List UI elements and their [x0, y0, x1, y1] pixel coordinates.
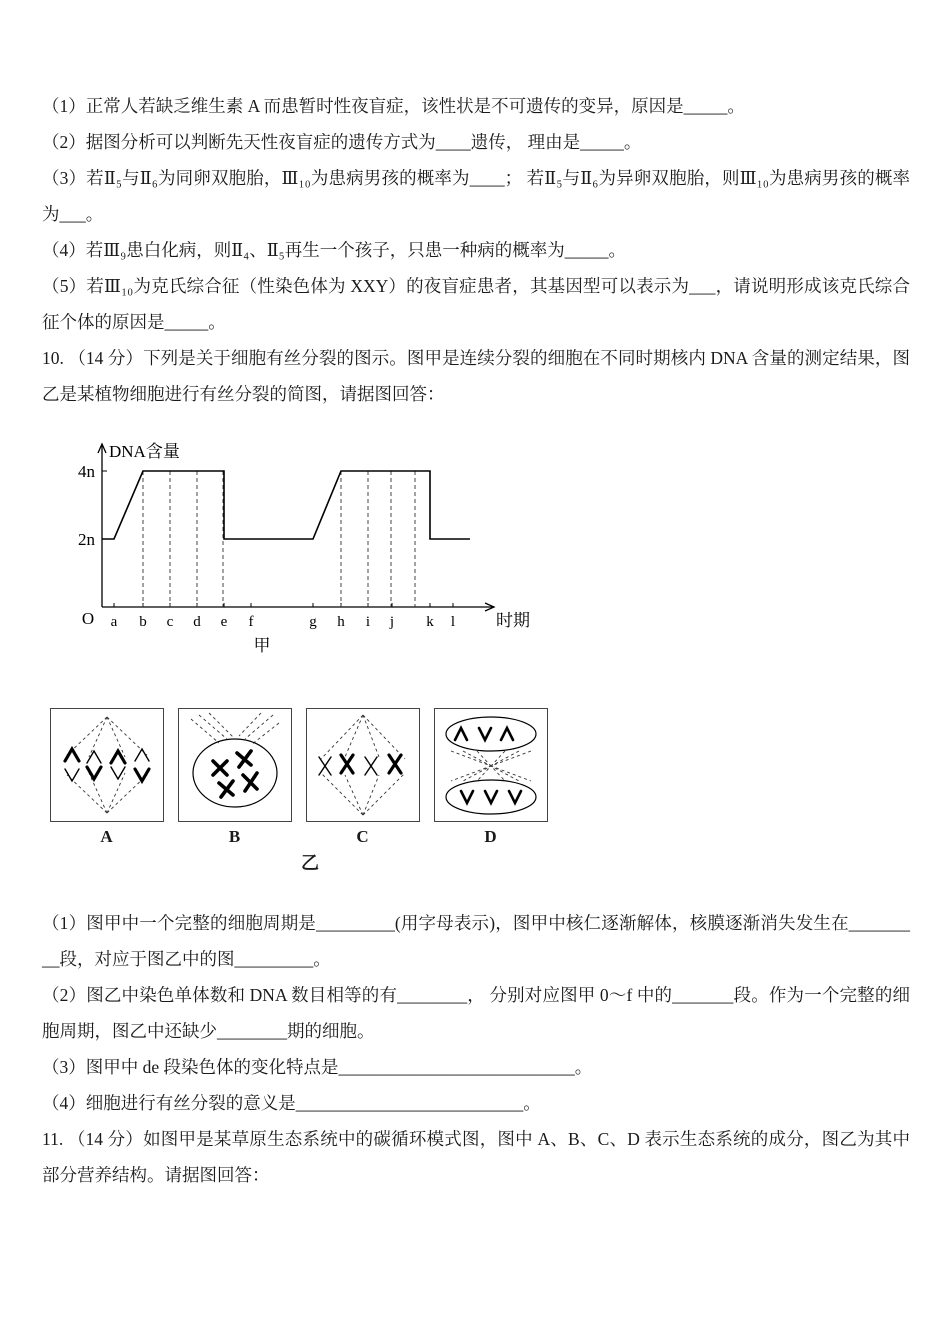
svg-text:b: b	[139, 614, 147, 630]
telophase-cell-icon	[435, 709, 547, 821]
svg-text:d: d	[193, 614, 201, 630]
cell-drawing-a	[50, 708, 164, 822]
svg-text:4n: 4n	[78, 462, 95, 481]
svg-text:k: k	[426, 614, 434, 630]
svg-text:j: j	[389, 614, 395, 630]
question9-part-4: （4）若Ⅲ₉患白化病，则Ⅱ₄、Ⅱ₅再生一个孩子，只患一种病的概率为_____。	[42, 240, 626, 260]
question10-parts	[42, 905, 910, 1121]
cell-label-c: C	[356, 827, 370, 846]
svg-text:h: h	[337, 614, 345, 630]
question9-block	[42, 88, 910, 340]
svg-text:c: c	[166, 614, 174, 630]
cell-figure-c	[306, 708, 420, 847]
prophase-cell-icon	[179, 709, 291, 821]
cell-label-a: A	[100, 827, 114, 846]
mitosis-figure-row	[50, 708, 910, 847]
svg-text:2n: 2n	[78, 530, 95, 549]
cell-figure-d	[434, 708, 548, 847]
question10-part-4: （4）细胞进行有丝分裂的意义是__________________________。	[42, 1093, 541, 1113]
svg-text:甲: 甲	[253, 636, 271, 655]
cell-figure-b	[178, 708, 292, 847]
dna-content-chart-svg	[42, 422, 542, 657]
question9-part-5: （5）若Ⅲ₁₀为克氏综合征（性染色体为 XXY）的夜盲症患者，其基因型可以表示为___，请说明形成该克氏综合征个体的原因是_____。	[42, 276, 910, 332]
svg-text:DNA含量: DNA含量	[109, 442, 180, 461]
question9-part-2: （2）据图分析可以判断先天性夜盲症的遗传方式为____遗传， 理由是_____。	[42, 132, 642, 152]
question9-part-3: （3）若Ⅱ₅与Ⅱ₆为同卵双胞胎，Ⅲ₁₀为患病男孩的概率为____； 若Ⅱ₅与Ⅱ₆为异卵双胞胎，则Ⅲ₁₀为患病男孩的概率为___。	[42, 168, 910, 224]
anaphase-cell-icon	[51, 709, 163, 821]
question10-part-2: （2）图乙中染色单体数和 DNA 数目相等的有________， 分别对应图甲 0～f 中的_______段。作为一个完整的细胞周期，图乙中还缺少________期的细胞。	[42, 985, 910, 1041]
svg-text:i: i	[365, 614, 371, 630]
question10-part-3: （3）图甲中 de 段染色体的变化特点是___________________________。	[42, 1057, 593, 1077]
svg-text:时期: 时期	[496, 611, 530, 630]
metaphase-cell-icon	[307, 709, 419, 821]
cell-figure-a	[50, 708, 164, 847]
svg-text:f: f	[248, 614, 254, 630]
svg-text:l: l	[450, 614, 456, 630]
svg-text:e: e	[220, 614, 228, 630]
question10-part-1: （1）图甲中一个完整的细胞周期是_________(用字母表示)，图甲中核仁逐渐解体，核膜逐渐消失发生在_________段，对应于图乙中的图_________。	[42, 913, 910, 969]
svg-text:a: a	[110, 614, 118, 630]
question11-intro: 11. （14 分）如图甲是某草原生态系统中的碳循环模式图，图中 A、B、C、D 表示生态系统的成分，图乙为其中部分营养结构。请据图回答：	[42, 1129, 910, 1185]
cell-label-d: D	[484, 827, 498, 846]
dna-content-chart	[42, 422, 910, 662]
svg-text:O: O	[81, 609, 95, 628]
cell-drawing-c	[306, 708, 420, 822]
question9-part-1: （1）正常人若缺乏维生素 A 而患暂时性夜盲症，该性状是不可遗传的变异，原因是_____。	[42, 96, 745, 116]
question10-intro: 10. （14 分）下列是关于细胞有丝分裂的图示。图甲是连续分裂的细胞在不同时期核内 DNA 含量的测定结果，图乙是某植物细胞进行有丝分裂的简图，请据图回答：	[42, 348, 910, 404]
cell-label-b: B	[228, 827, 242, 846]
cell-drawing-b	[178, 708, 292, 822]
cell-drawing-d	[434, 708, 548, 822]
figure-yi-caption: 乙	[301, 853, 319, 873]
svg-text:g: g	[309, 614, 317, 630]
